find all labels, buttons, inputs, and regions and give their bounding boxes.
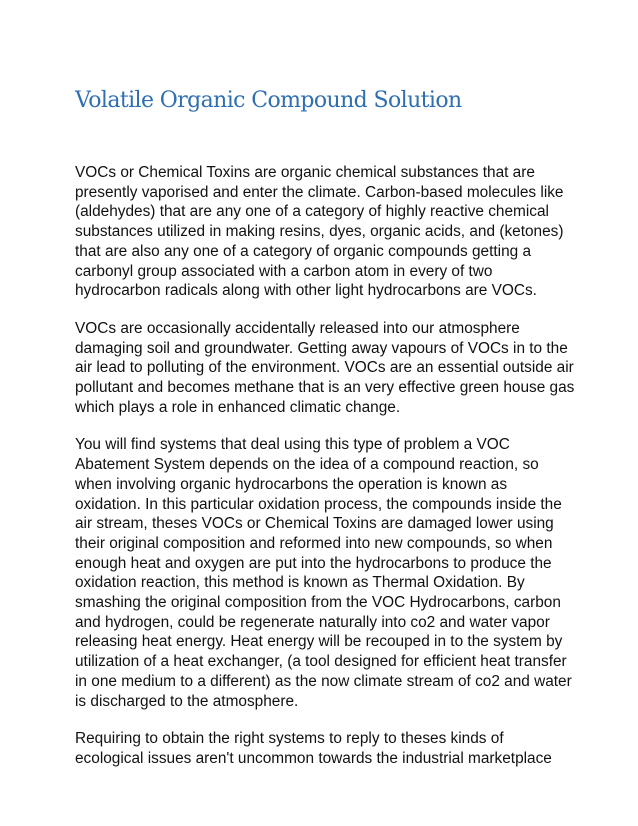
paragraph-1: VOCs or Chemical Toxins are organic chemical substances that are presently vaporised and enter the climate. Carbon-based molecules like (aldehydes) that are any one of a category of highly reactive chemical substances utilized in making resins, dyes, organic acids, and (ketones) that are also any one of a category of organic compounds getting a carbonyl group associated with a carbon atom in every of two hydrocarbon radicals along with other light hydrocarbons are VOCs.	[75, 164, 564, 300]
paragraph-2: VOCs are occasionally accidentally released into our atmosphere damaging soil and groundwater. Getting away vapours of VOCs in to the air lead to polluting of the environment. VOCs are an essential outside air pollutant and becomes methane that is an very effective green house gas which plays a role in enhanced climatic change.	[75, 319, 575, 416]
document-title: Volatile Organic Compound Solution	[75, 88, 462, 113]
paragraph-4: Requiring to obtain the right systems to reply to theses kinds of ecological issues aren't uncommon towards the industrial marketplace	[75, 730, 552, 767]
document-body	[75, 163, 575, 787]
paragraph-3: You will find systems that deal using this type of problem a VOC Abatement System depends on the idea of a compound reaction, so when involving organic hydrocarbons the operation is known as oxidation. In this particular oxidation process, the compounds inside the air stream, theses VOCs or Chemical Toxins are damaged lower using their original composition and reformed into new compounds, so when enough heat and oxygen are put into the hydrocarbons to produce the oxidation reaction, this method is known as Thermal Oxidation. By smashing the original composition from the VOC Hydrocarbons, carbon and hydrogen, could be regenerate naturally into co2 and water vapor releasing heat energy. Heat energy will be recouped in to the system by utilization of a heat exchanger, (a tool designed for efficient heat transfer in one medium to a different) as the now climate stream of co2 and water is discharged to the atmosphere.	[75, 436, 572, 710]
